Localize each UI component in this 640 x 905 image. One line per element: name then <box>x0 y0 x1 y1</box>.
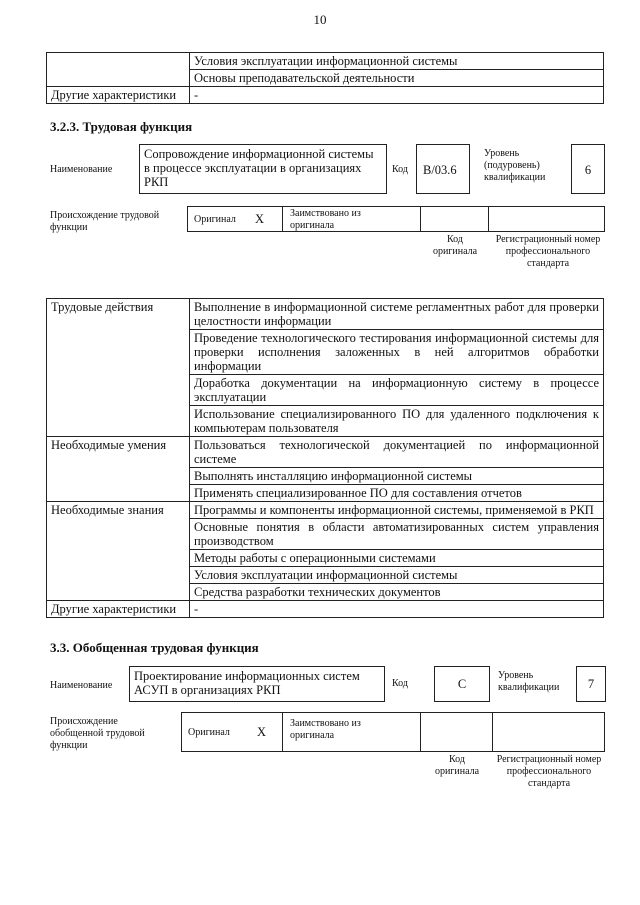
divider <box>420 206 421 232</box>
reg-number-caption: Регистрационный номер профессионального стандарта <box>496 754 602 789</box>
table-row <box>47 502 604 519</box>
table-row <box>47 299 604 330</box>
level-value: 6 <box>571 144 605 194</box>
original-mark: X <box>255 212 265 226</box>
divider <box>282 206 283 232</box>
table-row <box>47 53 604 70</box>
code-label: Код <box>392 678 408 689</box>
page-number: 10 <box>313 12 327 27</box>
other-characteristics-value: - <box>190 601 604 618</box>
knowledge-item: Условия эксплуатации информационной системы <box>190 567 604 584</box>
knowledge-label: Необходимые знания <box>47 502 190 601</box>
divider <box>282 712 283 752</box>
top-row-right: Условия эксплуатации информационной системы <box>190 53 604 70</box>
section-title: 3.2.3. Трудовая функция <box>50 119 193 134</box>
skill-item: Пользоваться технологической документацией по информационной системе <box>190 437 604 468</box>
labor-action-item: Доработка документации на информационную систему в процессе эксплуатации <box>190 375 604 406</box>
knowledge-item: Методы работы с операционными системами <box>190 550 604 567</box>
level-label: Уровень квалификации <box>498 670 560 693</box>
skill-item: Применять специализированное ПО для составления отчетов <box>190 485 604 502</box>
table-row <box>47 87 604 104</box>
top-table <box>46 52 604 104</box>
top-row-left <box>47 53 190 70</box>
origin-box <box>181 712 605 752</box>
code-value: C <box>434 666 490 702</box>
section-title: 3.3. Обобщенная трудовая функция <box>50 640 259 655</box>
borrowed-label: Заимствовано из оригинала <box>290 718 361 741</box>
labor-action-item: Выполнение в информационной системе регламентных работ для проверки целостности информации <box>190 299 604 330</box>
name-value: Проектирование информационных систем АСУП в организациях РКП <box>129 666 385 702</box>
knowledge-item: Основные понятия в области автоматизированных систем управления производством <box>190 519 604 550</box>
divider <box>488 206 489 232</box>
divider <box>492 712 493 752</box>
level-label: Уровень (подуровень) квалификации <box>484 148 546 183</box>
top-row-right: Основы преподавательской деятельности <box>190 70 604 87</box>
other-characteristics-label: Другие характеристики <box>47 601 190 618</box>
labor-actions-label: Трудовые действия <box>47 299 190 437</box>
knowledge-item: Средства разработки технических документов <box>190 584 604 601</box>
code-label: Код <box>392 164 408 175</box>
code-value: B/03.6 <box>416 144 470 194</box>
table-row <box>47 70 604 87</box>
main-table <box>46 298 604 618</box>
borrowed-label: Заимствовано из оригинала <box>290 208 361 231</box>
original-mark: X <box>257 725 267 739</box>
original-label: Оригинал <box>188 727 230 738</box>
divider <box>420 712 421 752</box>
other-characteristics-label: Другие характеристики <box>47 87 190 104</box>
name-label: Наименование <box>50 680 113 691</box>
origin-label: Происхождение обобщенной трудовой функции <box>50 716 145 751</box>
origin-label: Происхождение трудовой функции <box>50 210 160 233</box>
name-label: Наименование <box>50 164 113 175</box>
table-row <box>47 601 604 618</box>
original-label: Оригинал <box>194 214 236 225</box>
table-row <box>47 437 604 468</box>
knowledge-item: Программы и компоненты информационной системы, применяемой в РКП <box>190 502 604 519</box>
code-original-caption: Код оригинала <box>434 754 480 777</box>
level-value: 7 <box>576 666 606 702</box>
labor-action-item: Использование специализированного ПО для удаленного подключения к компьютерам пользователя <box>190 406 604 437</box>
name-value: Сопровождение информационной системы в процессе эксплуатации в организациях РКП <box>139 144 387 194</box>
labor-action-item: Проведение технологического тестирования информационной системы для проверки исполнения заложенных в ней алгоритмов обработки информации <box>190 330 604 375</box>
code-original-caption: Код оригинала <box>432 234 478 257</box>
other-characteristics-value: - <box>190 87 604 104</box>
skill-item: Выполнять инсталляцию информационной системы <box>190 468 604 485</box>
skills-label: Необходимые умения <box>47 437 190 502</box>
top-row-left <box>47 70 190 87</box>
reg-number-caption: Регистрационный номер профессионального стандарта <box>495 234 601 269</box>
origin-box <box>187 206 605 232</box>
